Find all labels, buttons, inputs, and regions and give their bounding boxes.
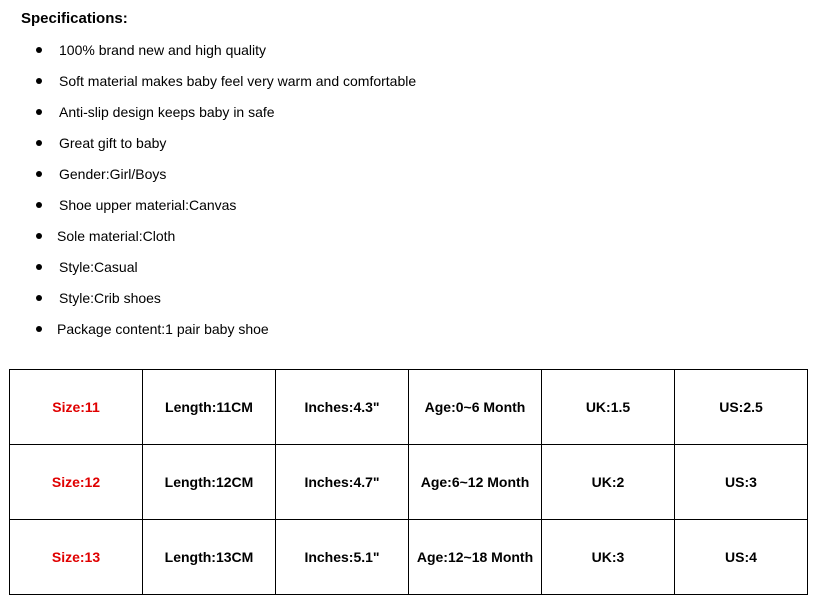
- bullet-icon: [36, 264, 42, 270]
- size-cell: Size:13: [10, 520, 143, 595]
- spec-item-text: Package content:1 pair baby shoe: [57, 321, 269, 337]
- spec-item-text: Great gift to baby: [59, 135, 167, 151]
- length-cell: Length:12CM: [143, 445, 276, 520]
- bullet-icon: [36, 326, 42, 332]
- us-size-cell: US:3: [675, 445, 808, 520]
- uk-size-cell: UK:3: [542, 520, 675, 595]
- spec-item-text: Gender:Girl/Boys: [59, 166, 167, 182]
- bullet-icon: [36, 47, 42, 53]
- specifications-heading: Specifications:: [21, 10, 128, 27]
- age-cell: Age:0~6 Month: [409, 370, 542, 445]
- spec-item-text: 100% brand new and high quality: [59, 42, 267, 58]
- size-chart-table: [9, 369, 808, 595]
- us-size-cell: US:4: [675, 520, 808, 595]
- spec-item-text: Style:Casual: [59, 259, 138, 275]
- spec-item-text: Sole material:Cloth: [57, 228, 176, 244]
- size-cell: Size:12: [10, 445, 143, 520]
- spec-item-text: Anti-slip design keeps baby in safe: [59, 104, 275, 120]
- bullet-icon: [36, 109, 42, 115]
- us-size-cell: US:2.5: [675, 370, 808, 445]
- bullet-icon: [36, 78, 42, 84]
- bullet-icon: [36, 233, 42, 239]
- spec-item-text: Soft material makes baby feel very warm and comfortable: [59, 73, 417, 89]
- inches-cell: Inches:5.1": [276, 520, 409, 595]
- table-row: [10, 370, 808, 445]
- size-cell: Size:11: [10, 370, 143, 445]
- age-cell: Age:6~12 Month: [409, 445, 542, 520]
- bullet-icon: [36, 295, 42, 301]
- spec-item-text: Shoe upper material:Canvas: [59, 197, 237, 213]
- table-row: [10, 445, 808, 520]
- bullet-icon: [36, 140, 42, 146]
- spec-item-text: Style:Crib shoes: [59, 290, 161, 306]
- length-cell: Length:11CM: [143, 370, 276, 445]
- uk-size-cell: UK:1.5: [542, 370, 675, 445]
- age-cell: Age:12~18 Month: [409, 520, 542, 595]
- uk-size-cell: UK:2: [542, 445, 675, 520]
- length-cell: Length:13CM: [143, 520, 276, 595]
- bullet-icon: [36, 202, 42, 208]
- bullet-icon: [36, 171, 42, 177]
- table-row: [10, 520, 808, 595]
- inches-cell: Inches:4.3": [276, 370, 409, 445]
- inches-cell: Inches:4.7": [276, 445, 409, 520]
